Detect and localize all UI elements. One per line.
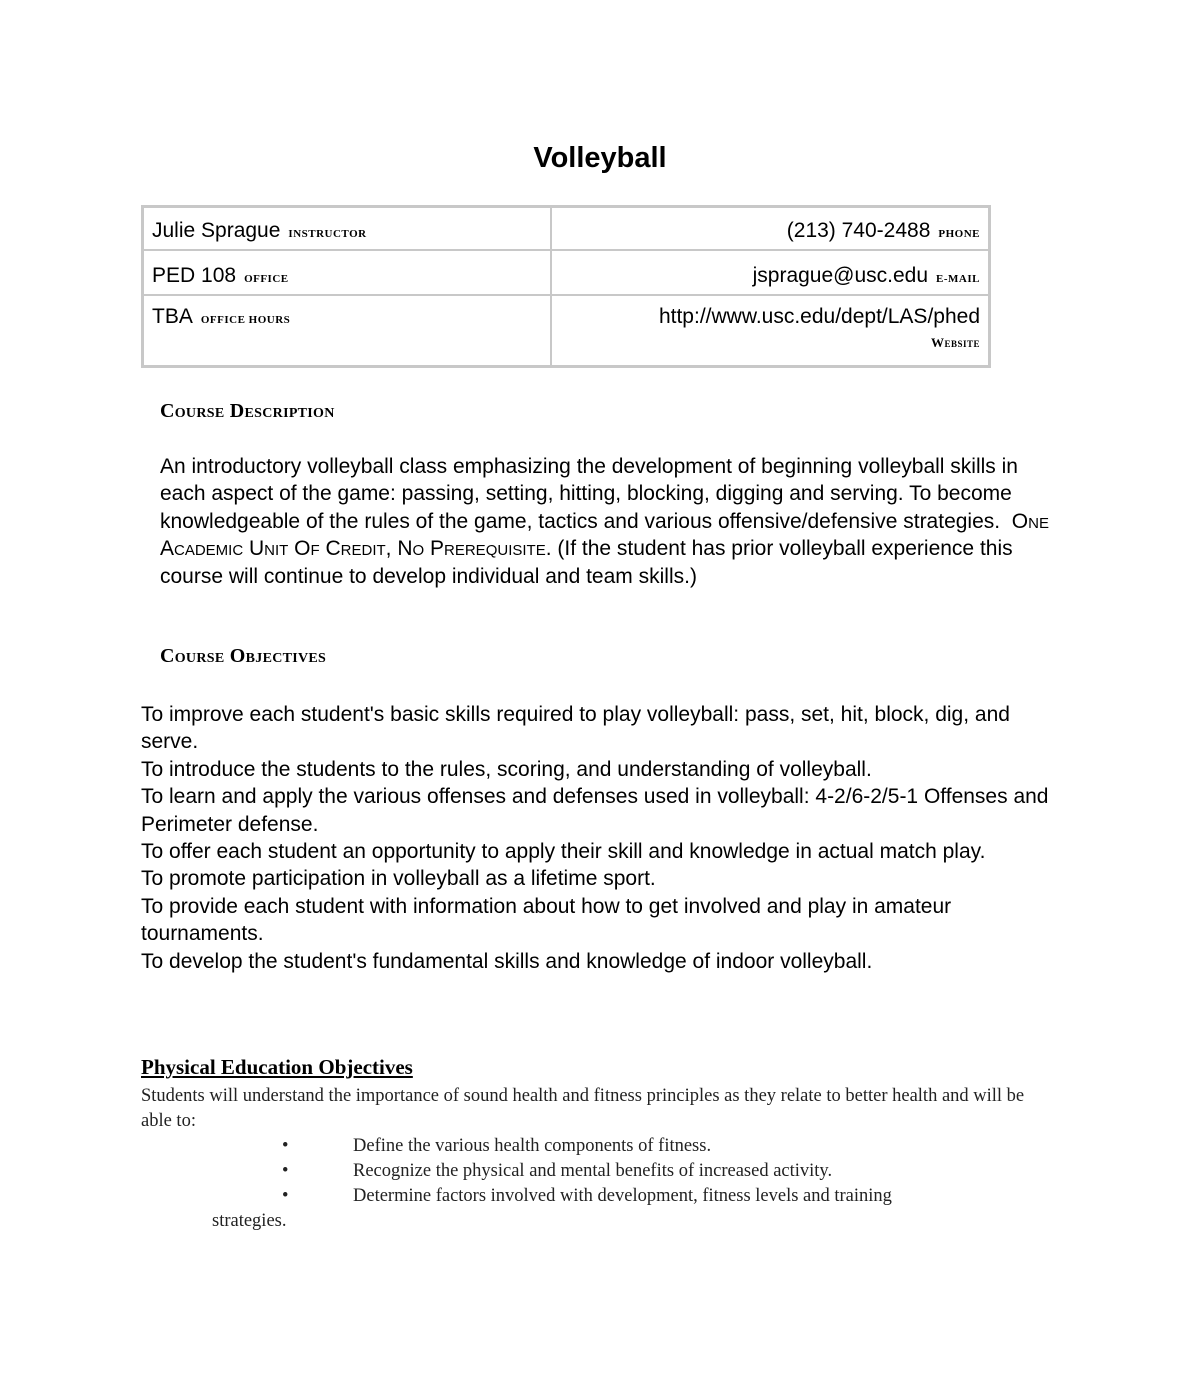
pe-objectives-intro: Students will understand the importance of sound health and fitness principles as they relate to better health and will be able to: — [141, 1086, 1025, 1131]
phone-tag: PHONE — [938, 228, 980, 240]
course-info-table — [141, 205, 991, 368]
list-item — [141, 1159, 1041, 1184]
office-hours-value: TBA — [152, 305, 193, 328]
pe-objectives-heading: Physical Education Objectives — [141, 1055, 413, 1079]
course-description-text — [160, 453, 1060, 590]
list-item: To offer each student an opportunity to apply their skill and knowledge in actual match play. — [141, 840, 986, 864]
list-item — [141, 1134, 1041, 1159]
list-item: To provide each student with information about how to get involved and play in amateur tournaments. — [141, 894, 952, 946]
list-item: To learn and apply the various offenses and defenses used in volleyball: 4-2/6-2/5-1 Offenses and Perimeter defense. — [141, 785, 1049, 836]
course-description-heading: Course Description — [160, 400, 335, 422]
website-tag: Website — [930, 335, 980, 350]
info-row-office — [143, 250, 990, 295]
bullet-icon: • — [282, 1161, 289, 1181]
website-cell — [551, 295, 990, 366]
office-location: PED 108 — [152, 264, 237, 287]
info-row-instructor — [143, 207, 990, 251]
email-tag: E-MAIL — [936, 273, 980, 285]
list-item: To develop the student's fundamental skills and knowledge of indoor volleyball. — [141, 949, 873, 973]
office-hours-cell — [143, 295, 551, 366]
list-item: To introduce the students to the rules, scoring, and understanding of volleyball. — [141, 757, 872, 781]
pe-objectives-list — [141, 1134, 1041, 1209]
bullet-icon: • — [282, 1186, 289, 1206]
instructor-cell — [143, 207, 551, 251]
description-after: (If the student has prior volleyball experience this course will continue to develop individual and team skills.) — [160, 537, 1013, 588]
list-item — [141, 1184, 1041, 1209]
page-title: Volleyball — [533, 142, 667, 174]
course-objectives-heading: Course Objectives — [160, 645, 327, 667]
phone-number: (213) 740-2488 — [786, 219, 931, 242]
email-address: jsprague@usc.edu — [752, 264, 929, 287]
list-item-text: Define the various health components of fitness. — [353, 1136, 712, 1156]
info-row-hours — [143, 295, 990, 366]
website-url: http://www.usc.edu/dept/LAS/phed — [658, 305, 980, 328]
list-item-text: Determine factors involved with development, fitness levels and training — [353, 1186, 892, 1206]
office-hours-tag: OFFICE HOURS — [200, 314, 291, 326]
credit-note: One Academic Unit Of Credit, No Prerequisite. — [160, 509, 1049, 561]
course-objectives-list — [141, 701, 1061, 975]
description-main: An introductory volleyball class emphasizing the development of beginning volleyball skills in each aspect of the game: passing, setting, hitting, blocking, digging and serving. To become knowledgeable of the rules of the game, tactics and various offensive/defensive strategies. — [160, 455, 1018, 533]
list-item: To promote participation in volleyball as a lifetime sport. — [141, 867, 656, 891]
phone-cell — [551, 207, 990, 251]
pe-list-continuation: strategies. — [212, 1211, 287, 1231]
office-tag: OFFICE — [244, 273, 289, 285]
office-cell — [143, 250, 551, 295]
list-item: To improve each student's basic skills required to play volleyball: pass, set, hit, block, dig, and serve. — [141, 703, 1010, 754]
instructor-tag: INSTRUCTOR — [288, 228, 367, 240]
email-cell — [551, 250, 990, 295]
instructor-name: Julie Sprague — [152, 219, 281, 242]
list-item-text: Recognize the physical and mental benefits of increased activity. — [353, 1161, 833, 1181]
bullet-icon: • — [282, 1136, 289, 1156]
